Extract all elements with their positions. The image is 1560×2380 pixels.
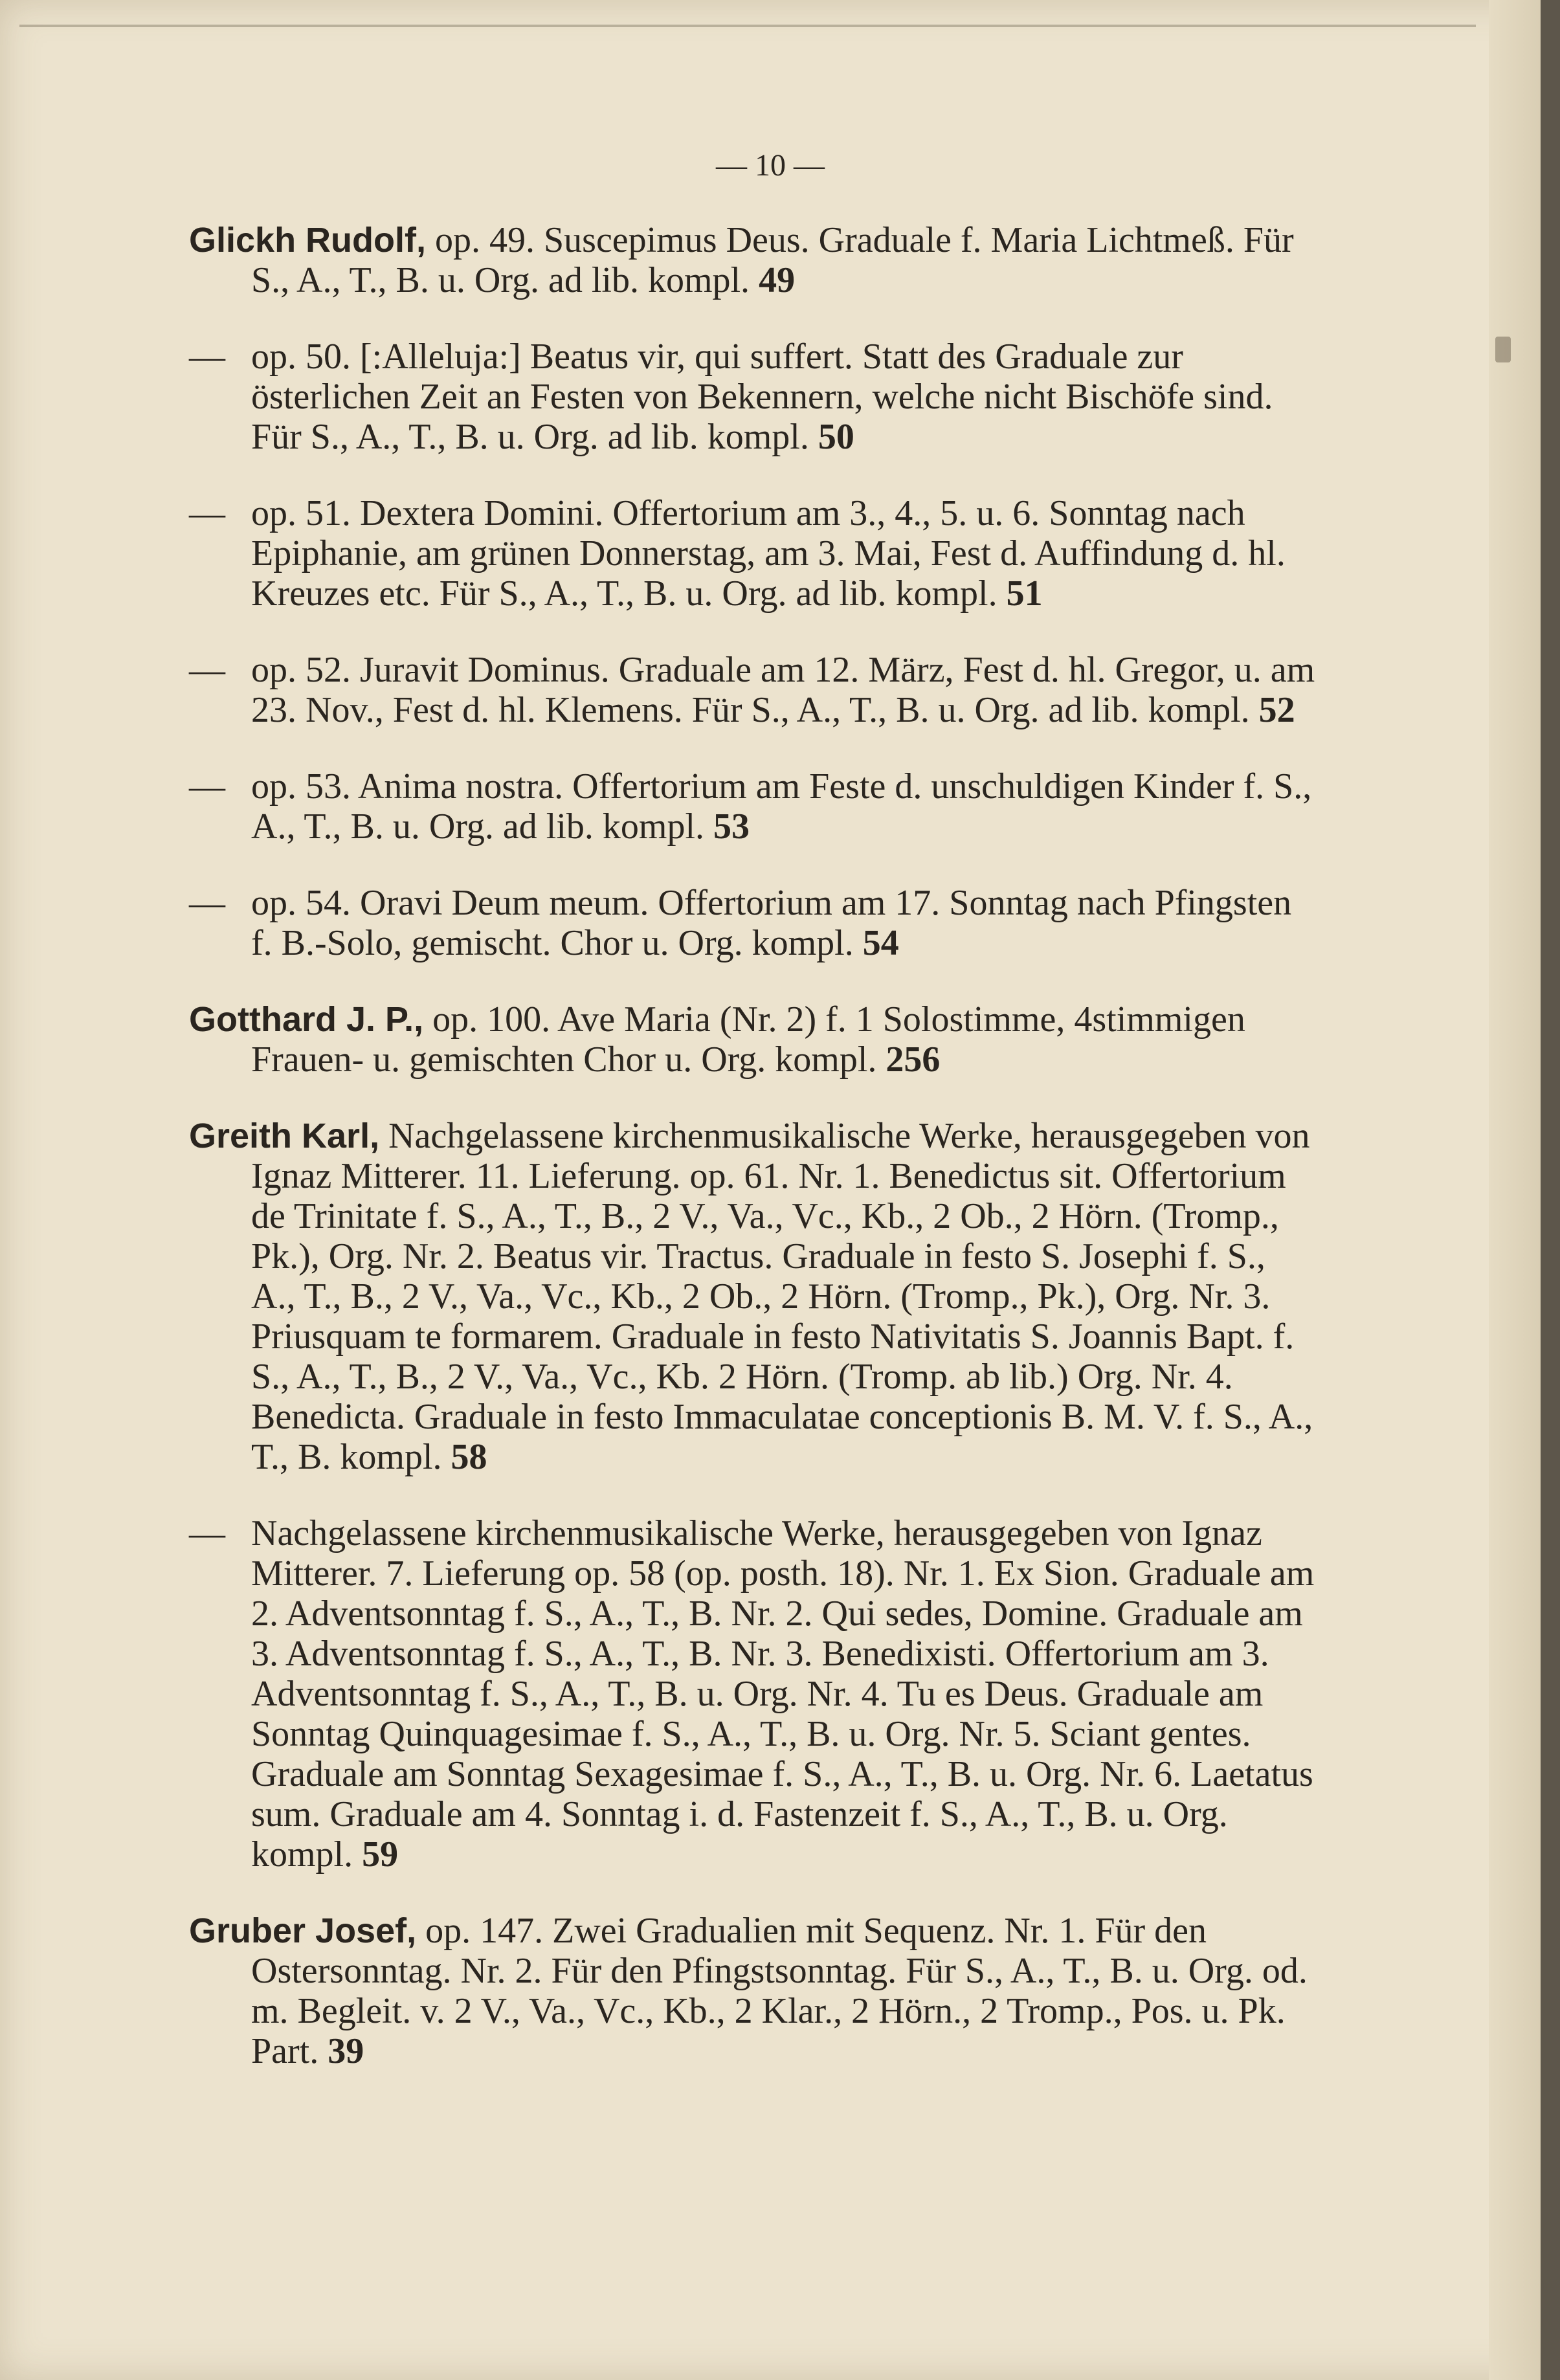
entry-dash: — bbox=[189, 493, 225, 533]
entry-number: 51 bbox=[1006, 573, 1043, 614]
paper-stain bbox=[1495, 337, 1511, 362]
entry-text: Nachgelassene kirchenmusikalische Werke, herausgegeben von Ignaz Mitterer. 7. Lieferung op. 58 (op. posth. 18). Nr. 1. Ex Sion. Graduale am 2. Adventsonntag f. S., A., T., B. Nr. 2. Qui sedes, Domine. Graduale am 3. Adventsonntag f. S., A., T., B. Nr. 3. Benedixisti. Offertorium am 3. Adventsonntag f. S., A., T., B. u. Org. Nr. 4. Tu es Deus. Graduale am Sonntag Quinquagesimae f. S., A., T., B. u. Org. Nr. 5. Sciant gentes. Graduale am Sonntag Sexagesimae f. S., A., T., B. u. Org. Nr. 6. Laetatus sum. Graduale am 4. Sonntag i. d. Fastenzeit f. S., A., T., B. u. Org. kompl. bbox=[251, 1513, 1315, 1874]
entry-number: 39 bbox=[328, 2031, 364, 2071]
entry-composer: Glickh Rudolf, bbox=[189, 221, 427, 260]
catalog-entry bbox=[189, 337, 1315, 457]
entry-text: op. 53. Anima nostra. Offertorium am Feste d. unschuldigen Kinder f. S., A., T., B. u. Org. ad lib. kompl. bbox=[251, 766, 1312, 847]
entry-text: Nachgelassene kirchenmusikalische Werke, herausgegeben von Ignaz Mitterer. 11. Lieferung. op. 61. Nr. 1. Benedictus sit. Offertorium de Trinitate f. S., A., T., B., 2 V., Va., Vc., Kb., 2 Ob., 2 Hörn. (Tromp., Pk.), Org. Nr. 2. Beatus vir. Tractus. Graduale in festo S. Josephi f. S., A., T., B., 2 V., Va., Vc., Kb., 2 Ob., 2 Hörn. (Tromp., Pk.), Org. Nr. 3. Priusquam te formarem. Graduale in festo Nativitatis S. Joannis Bapt. f. S., A., T., B., 2 V., Va., Vc., Kb. 2 Hörn. (Tromp. ab lib.) Org. Nr. 4. Benedicta. Graduale in festo Immaculatae conceptionis B. M. V. f. S., A., T., B. kompl. bbox=[251, 1116, 1313, 1477]
top-rule bbox=[19, 25, 1476, 27]
entry-text: op. 54. Oravi Deum meum. Offertorium am 17. Sonntag nach Pfingsten f. B.-Solo, gemischt. Chor u. Org. kompl. bbox=[251, 883, 1292, 963]
entry-composer: Gruber Josef, bbox=[189, 1911, 417, 1950]
entry-number: 59 bbox=[362, 1834, 399, 1874]
entry-number: 54 bbox=[862, 923, 899, 963]
catalog-entry bbox=[189, 1911, 1315, 2071]
entry-number: 53 bbox=[713, 806, 750, 847]
entry-dash: — bbox=[189, 883, 225, 923]
entry-dash: — bbox=[189, 650, 225, 690]
entry-number: 256 bbox=[886, 1040, 941, 1080]
entry-text: op. 147. Zwei Gradualien mit Sequenz. Nr. 1. Für den Ostersonntag. Nr. 2. Für den Pfingstsonntag. Für S., A., T., B. u. Org. od. m. Begleit. v. 2 V., Va., Vc., Kb., 2 Klar., 2 Hörn., 2 Tromp., Pos. u. Pk. Part. bbox=[251, 1911, 1308, 2071]
entry-number: 58 bbox=[451, 1437, 487, 1477]
entry-composer: Greith Karl, bbox=[189, 1117, 380, 1155]
catalog-entry bbox=[189, 493, 1315, 614]
entry-text: op. 49. Suscepimus Deus. Graduale f. Maria Lichtmeß. Für S., A., T., B. u. Org. ad lib. kompl. bbox=[251, 220, 1294, 300]
entry-text: op. 51. Dextera Domini. Offertorium am 3., 4., 5. u. 6. Sonntag nach Epiphanie, am grünen Donnerstag, am 3. Mai, Fest d. Auffindung d. hl. Kreuzes etc. Für S., A., T., B. u. Org. ad lib. kompl. bbox=[251, 493, 1286, 614]
entry-text: op. 52. Juravit Dominus. Graduale am 12. März, Fest d. hl. Gregor, u. am 23. Nov., Fest d. hl. Klemens. Für S., A., T., B. u. Org. ad lib. kompl. bbox=[251, 650, 1315, 730]
catalog-entry bbox=[189, 1513, 1315, 1874]
entry-number: 52 bbox=[1258, 690, 1295, 730]
catalog-entry bbox=[189, 883, 1315, 963]
entry-dash: — bbox=[189, 337, 225, 377]
catalog-text bbox=[189, 220, 1315, 2088]
catalog-entry bbox=[189, 999, 1315, 1080]
entry-number: 50 bbox=[818, 417, 854, 457]
catalog-entry bbox=[189, 766, 1315, 847]
catalog-entry bbox=[189, 650, 1315, 730]
entry-dash: — bbox=[189, 766, 225, 806]
catalog-entry bbox=[189, 1116, 1315, 1477]
page-number: — 10 — bbox=[716, 148, 825, 183]
entry-text: op. 50. [:Alleluja:] Beatus vir, qui suffert. Statt des Graduale zur österlichen Zeit an Festen von Bekennern, welche nicht Bischöfe sind. Für S., A., T., B. u. Org. ad lib. kompl. bbox=[251, 337, 1273, 457]
entry-number: 49 bbox=[759, 260, 796, 300]
entry-composer: Gotthard J. P., bbox=[189, 1000, 424, 1039]
catalog-entry bbox=[189, 220, 1315, 300]
entry-text: op. 100. Ave Maria (Nr. 2) f. 1 Solostimme, 4stimmigen Frauen- u. gemischten Chor u. Org. kompl. bbox=[251, 999, 1245, 1080]
entry-dash: — bbox=[189, 1513, 225, 1553]
